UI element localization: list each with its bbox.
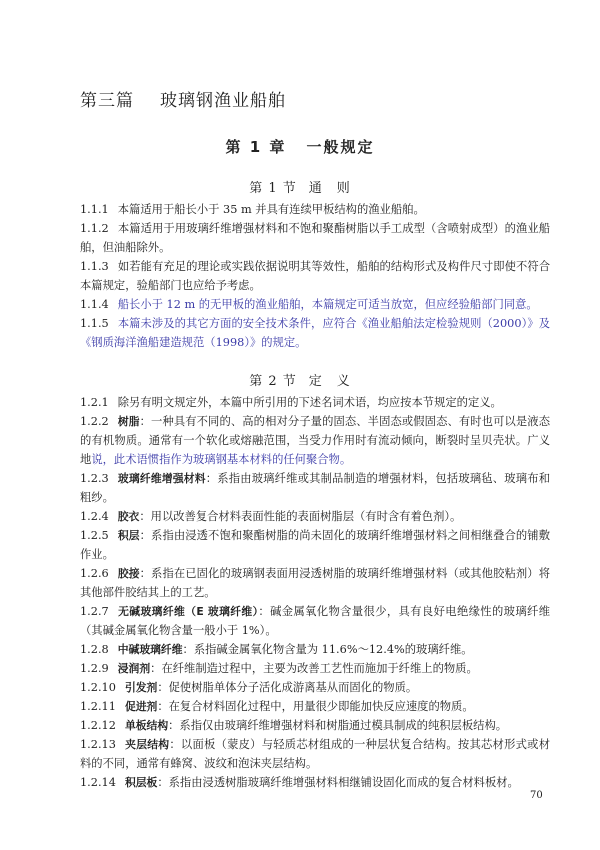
section-2-body: [80, 393, 550, 792]
clause-1-2-6: [80, 564, 550, 602]
chapter-title: [0, 136, 600, 157]
clause-term: 积层板: [124, 776, 158, 789]
clause-1-1-4: [80, 295, 550, 314]
clause-term: 无碱玻璃纤维（E 玻璃纤维）: [117, 605, 259, 618]
part-title: [80, 86, 286, 111]
section-title: 通 则: [308, 181, 351, 196]
clause-term: 夹层结构: [124, 738, 170, 751]
clause-number: 1.2.14: [80, 776, 116, 789]
clause-term: 中碱玻璃纤维: [117, 643, 183, 656]
clause-number: 1.2.7: [80, 605, 109, 618]
clause-1-2-1: [80, 393, 550, 412]
clause-1-2-12: [80, 716, 550, 735]
section-heading-2: [0, 370, 600, 389]
clause-number: 1.1.2: [80, 222, 109, 235]
page-number: 70: [530, 790, 543, 801]
clause-1-2-8: [80, 640, 550, 659]
section-number: 第 1 节: [249, 181, 297, 196]
clause-number: 1.2.3: [80, 472, 109, 485]
clause-number: 1.2.1: [80, 396, 109, 409]
clause-text-highlighted: 船长小于 12 m 的无甲板的渔业船舶，本篇规定可适当放宽，但应经验船部门同意。: [117, 298, 538, 311]
clause-text: ：系指由玻璃纤维或其制品制造的增强材料，包括玻璃毡、玻璃布和粗纱。: [80, 472, 550, 504]
clause-number: 1.2.10: [80, 681, 116, 694]
clause-term: 引发剂: [124, 681, 158, 694]
clause-number: 1.2.12: [80, 719, 116, 732]
clause-text: 除另有明文规定外，本篇中所引用的下述名词术语，均应按本节规定的定义。: [117, 396, 502, 409]
section-title: 定 义: [308, 374, 351, 389]
clause-1-1-1: [80, 200, 550, 219]
clause-text-highlighted: 本篇未涉及的其它方面的安全技术条件，应符合《渔业船舶法定检验规则（2000）》及《钢质海洋渔船建造规范（1998）》的规定。: [80, 317, 550, 349]
clause-term: 玻璃纤维增强材料: [117, 472, 206, 485]
clause-1-2-14: [80, 773, 550, 792]
clause-text: 本篇适用于船长小于 35 m 并具有连续甲板结构的渔业船舶。: [117, 203, 425, 216]
clause-term: 单板结构: [124, 719, 169, 732]
clause-1-2-13: [80, 735, 550, 773]
clause-term: 浸润剂: [117, 662, 151, 675]
clause-text: ：系指在已固化的玻璃钢表面用浸透树脂的玻璃纤维增强材料（或其他胶粘剂）将其他部件胶结其上的工艺。: [80, 567, 550, 599]
clause-text: ：碱金属氧化物含量很少，具有良好电绝缘性的玻璃纤维（其碱金属氧化物含量一般小于 1%）。: [80, 605, 550, 637]
section-heading-1: [0, 177, 600, 196]
clause-1-2-10: [80, 678, 550, 697]
chapter-name: 一般规定: [306, 138, 375, 156]
clause-term: 胶接: [117, 567, 140, 580]
clause-text: ：系指由浸透不饱和聚酯树脂的尚未固化的玻璃纤维增强材料之间相继叠合的铺敷作业。: [80, 529, 550, 561]
clause-number: 1.2.2: [80, 415, 109, 428]
section-number: 第 2 节: [249, 374, 297, 389]
clause-1-2-3: [80, 469, 550, 507]
clause-number: 1.1.4: [80, 298, 109, 311]
chapter-number: 第 1 章: [225, 138, 287, 156]
clause-number: 1.2.5: [80, 529, 109, 542]
clause-number: 1.2.4: [80, 510, 109, 523]
clause-text: ：促使树脂单体分子活化成游离基从而固化的物质。: [157, 681, 418, 694]
clause-text-highlighted: 说，此术语惯指作为玻璃钢基本材料的任何聚合物。: [91, 453, 352, 466]
clause-text: 如若能有充足的理论或实践依据说明其等效性，船舶的结构形式及构件尺寸即使不符合本篇规定，验船部门也应给予考虑。: [80, 260, 550, 292]
clause-1-1-3: [80, 257, 550, 295]
clause-term: 树脂: [117, 415, 140, 428]
clause-number: 1.2.11: [80, 700, 116, 713]
clause-text: ：系指由浸透树脂玻璃纤维增强材料相继铺设固化而成的复合材料板材。: [157, 776, 519, 789]
clause-term: 积层: [117, 529, 140, 542]
clause-number: 1.2.9: [80, 662, 109, 675]
clause-text: ：系指仅由玻璃纤维增强材料和树脂通过模具制成的纯积层板结构。: [168, 719, 508, 732]
clause-1-2-5: [80, 526, 550, 564]
clause-1-2-11: [80, 697, 550, 716]
clause-number: 1.1.3: [80, 260, 109, 273]
clause-term: 促进剂: [124, 700, 158, 713]
clause-number: 1.2.8: [80, 643, 109, 656]
clause-1-2-9: [80, 659, 550, 678]
clause-number: 1.2.6: [80, 567, 109, 580]
clause-text: ：一种具有不同的、高的相对分子量的固态、半固态或假固态、有时也可以是液态的有机物质。通常有一个软化或熔融范围，当受力作用时有流动倾向，断裂时呈贝壳状。广义地: [80, 415, 550, 466]
clause-number: 1.1.1: [80, 203, 109, 216]
clause-text: ：系指碱金属氧化物含量为 11.6%～12.4%的玻璃纤维。: [182, 643, 473, 656]
part-name: 玻璃钢渔业船舶: [160, 91, 286, 111]
section-1-body: [80, 200, 550, 352]
clause-1-2-4: [80, 507, 550, 526]
clause-text: ：在复合材料固化过程中，用量很少即能加快反应速度的物质。: [157, 700, 474, 713]
clause-number: 1.2.13: [80, 738, 116, 751]
clause-text: 本篇适用于用玻璃纤维增强材料和不饱和聚酯树脂以手工成型（含喷射成型）的渔业船舶，但油船除外。: [80, 222, 550, 254]
clause-text: ：用以改善复合材料表面性能的表面树脂层（有时含有着色剂）。: [139, 510, 462, 523]
clause-text: ：在纤维制造过程中，主要为改善工艺性而施加于纤维上的物质。: [150, 662, 478, 675]
clause-1-1-2: [80, 219, 550, 257]
clause-number: 1.1.5: [80, 317, 109, 330]
clause-term: 胶衣: [117, 510, 140, 523]
clause-1-2-7: [80, 602, 550, 640]
clause-1-2-2: [80, 412, 550, 469]
clause-text: ：以面板（蒙皮）与轻质芯材组成的一种层状复合结构。按其芯材形式或材料的不同，通常有蜂窝、波纹和泡沫夹层结构。: [80, 738, 550, 770]
clause-1-1-5: [80, 314, 550, 352]
part-number: 第三篇: [80, 91, 134, 111]
